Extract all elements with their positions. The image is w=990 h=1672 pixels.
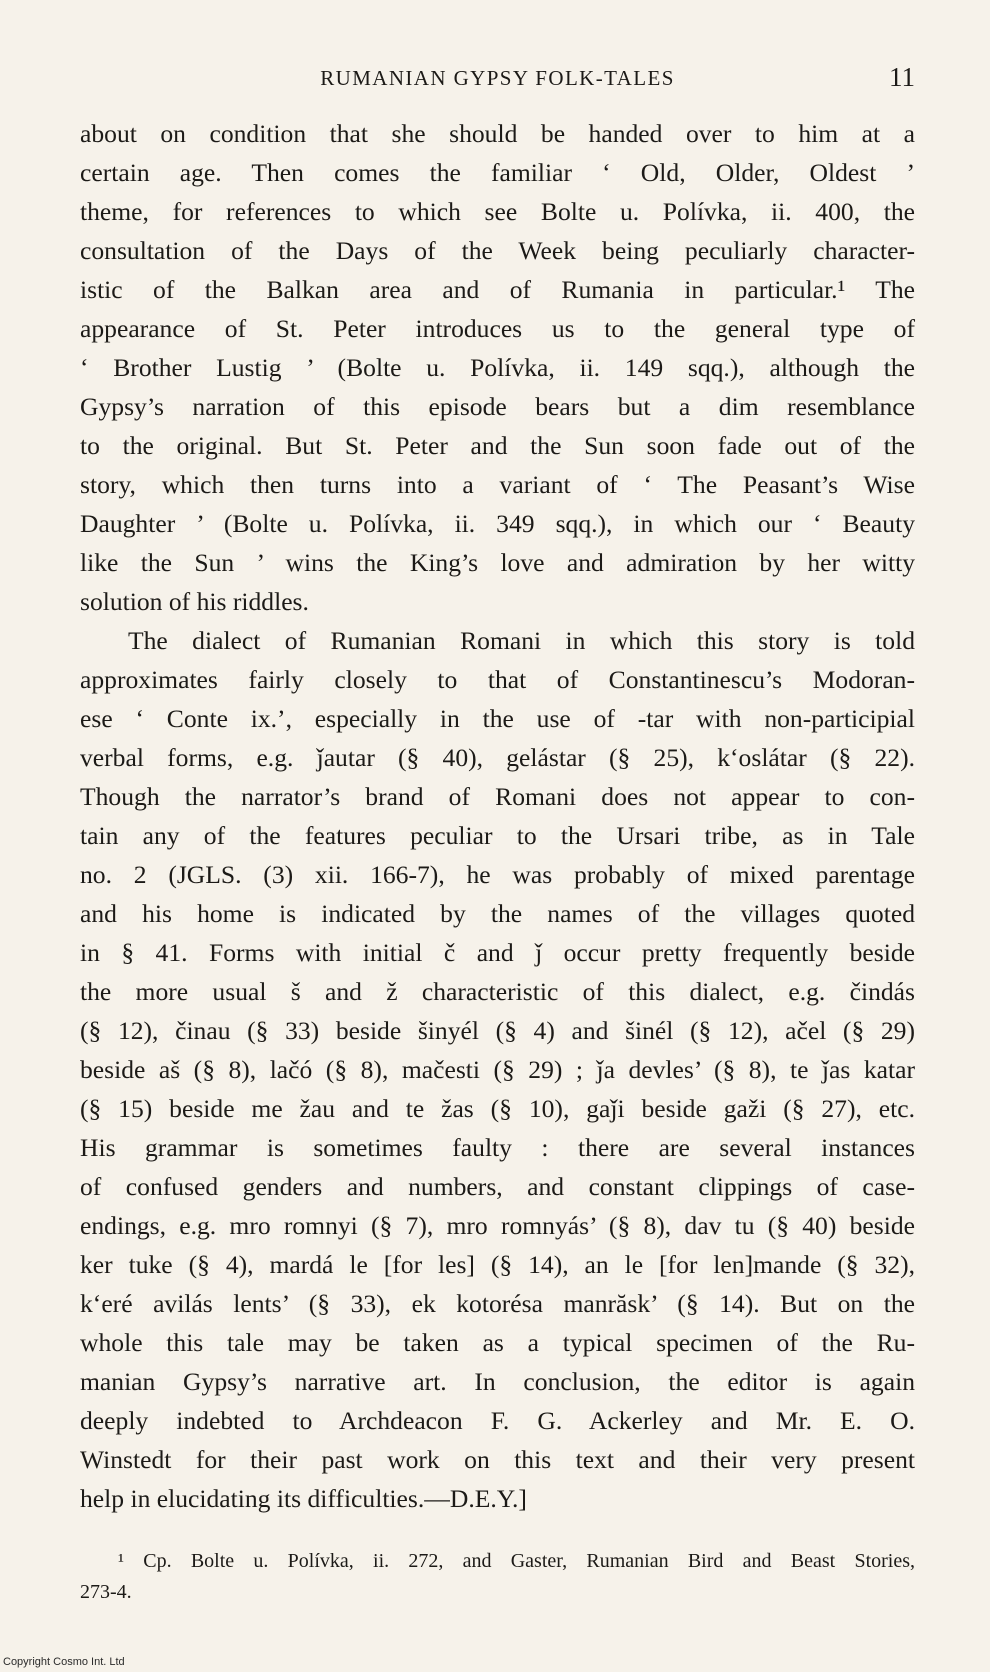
text-line: whole this tale may be taken as a typical specimen of the Ru- xyxy=(80,1328,915,1357)
text-line: to the original. But St. Peter and the Sun soon fade out of the xyxy=(80,431,915,460)
running-title: RUMANIAN GYPSY FOLK-TALES xyxy=(320,66,675,90)
text-line: approximates fairly closely to that of Constantinescu’s Modoran- xyxy=(80,665,915,694)
text-line: deeply indebted to Archdeacon F. G. Ackerley and Mr. E. O. xyxy=(80,1406,915,1435)
footnote xyxy=(80,1546,915,1608)
text-line: verbal forms, e.g. ǰautar (§ 40), gelástar (§ 25), k‘oslátar (§ 22). xyxy=(80,743,915,772)
text-line: in § 41. Forms with initial č and ǰ occur pretty frequently beside xyxy=(80,938,915,967)
running-head xyxy=(80,62,915,96)
text-line: istic of the Balkan area and of Rumania in particular.¹ The xyxy=(80,275,915,304)
text-line: no. 2 (JGLS. (3) xii. 166-7), he was probably of mixed parentage xyxy=(80,860,915,889)
text-line: about on condition that she should be handed over to him at a xyxy=(80,119,915,148)
text-line: k‘eré avilás lents’ (§ 33), ek kotorésa manrăsk’ (§ 14). But on the xyxy=(80,1289,915,1318)
text-line: ker tuke (§ 4), mardá le [for les] (§ 14), an le [for len]mande (§ 32), xyxy=(80,1250,915,1279)
text-line: ‘ Brother Lustig ’ (Bolte u. Polívka, ii. 149 sqq.), although the xyxy=(80,353,915,382)
text-line: help in elucidating its difficulties.—D.E.Y.] xyxy=(80,1484,527,1513)
text-line: (§ 12), činau (§ 33) beside šinyél (§ 4) and šinél (§ 12), ačel (§ 29) xyxy=(80,1016,915,1045)
footnote-line: ¹ Cp. Bolte u. Polívka, ii. 272, and Gaster, Rumanian Bird and Beast Stories, xyxy=(118,1550,915,1572)
text-line: manian Gypsy’s narrative art. In conclusion, the editor is again xyxy=(80,1367,915,1396)
text-line: consultation of the Days of the Week being peculiarly character- xyxy=(80,236,915,265)
text-line: Though the narrator’s brand of Romani does not appear to con- xyxy=(80,782,915,811)
copyright-watermark: Copyright Cosmo Int. Ltd xyxy=(3,1656,125,1668)
text-line: Daughter ’ (Bolte u. Polívka, ii. 349 sqq.), in which our ‘ Beauty xyxy=(80,509,915,538)
text-line: story, which then turns into a variant of ‘ The Peasant’s Wise xyxy=(80,470,915,499)
text-line: and his home is indicated by the names of the villages quoted xyxy=(80,899,915,928)
text-line: appearance of St. Peter introduces us to the general type of xyxy=(80,314,915,343)
text-line: Winstedt for their past work on this text and their very present xyxy=(80,1445,915,1474)
text-line: solution of his riddles. xyxy=(80,587,309,616)
body-text xyxy=(80,114,915,1518)
text-line: ese ‘ Conte ix.’, especially in the use of -tar with non-participial xyxy=(80,704,915,733)
text-line: like the Sun ’ wins the King’s love and admiration by her witty xyxy=(80,548,915,577)
text-line: tain any of the features peculiar to the Ursari tribe, as in Tale xyxy=(80,821,915,850)
text-line: beside aš (§ 8), lačó (§ 8), mačesti (§ 29) ; ǰa devles’ (§ 8), te ǰas katar xyxy=(80,1055,915,1084)
text-line: (§ 15) beside me žau and te žas (§ 10), gaǰi beside gaži (§ 27), etc. xyxy=(80,1094,915,1123)
text-line: Gypsy’s narration of this episode bears but a dim resemblance xyxy=(80,392,915,421)
text-line: His grammar is sometimes faulty : there are several instances xyxy=(80,1133,915,1162)
page-number: 11 xyxy=(889,62,915,92)
text-line: the more usual š and ž characteristic of this dialect, e.g. čindás xyxy=(80,977,915,1006)
text-line: certain age. Then comes the familiar ‘ Old, Older, Oldest ’ xyxy=(80,158,915,187)
footnote-line: 273-4. xyxy=(80,1581,132,1603)
text-line: endings, e.g. mro romnyi (§ 7), mro romnyás’ (§ 8), dav tu (§ 40) beside xyxy=(80,1211,915,1240)
text-line: of confused genders and numbers, and constant clippings of case- xyxy=(80,1172,915,1201)
text-line: The dialect of Rumanian Romani in which this story is told xyxy=(128,626,915,655)
text-line: theme, for references to which see Bolte u. Polívka, ii. 400, the xyxy=(80,197,915,226)
